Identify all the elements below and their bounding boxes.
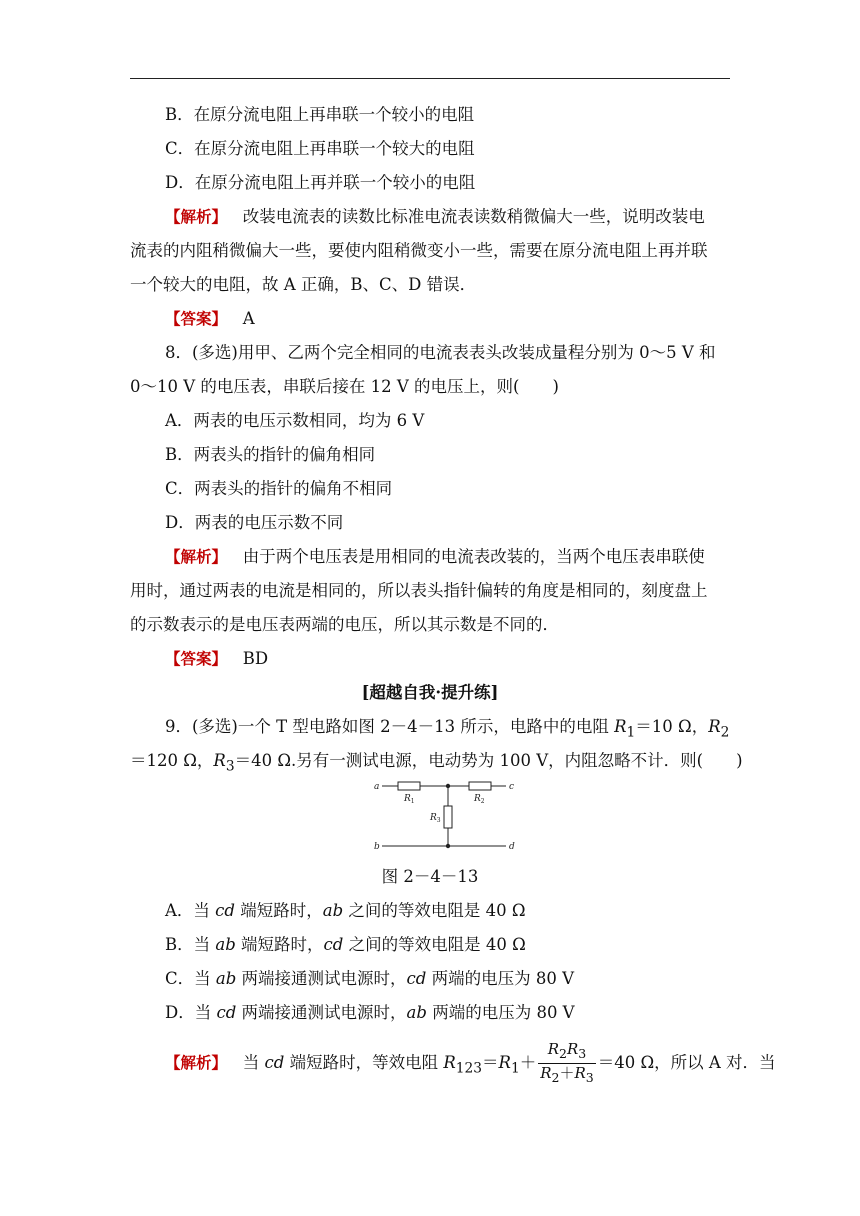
q8-option-a: A．两表的电压示数相同，均为 6 V bbox=[165, 411, 425, 430]
q9-stem-line-1: 9．(多选)一个 T 型电路如图 2－4－13 所示，电路中的电阻 $R_1=10$ Ω，$R_2$ bbox=[165, 717, 730, 741]
q7-option-b: B．在原分流电阻上再串联一个较小的电阻 bbox=[165, 105, 475, 124]
node-a-label: a bbox=[374, 782, 380, 792]
junction-bottom-dot bbox=[446, 844, 450, 848]
q9-option-b: B．当 ab 端短路时，cd 之间的等效电阻是 40 Ω bbox=[165, 935, 526, 954]
q7-analysis-line-1: 改装电流表的读数比标准电流表读数稍微偏大一些，说明改装电 bbox=[242, 207, 705, 226]
node-d-label: d bbox=[509, 842, 515, 852]
junction-top-dot bbox=[446, 784, 450, 788]
q9-option-a: A．当 cd 端短路时，ab 之间的等效电阻是 40 Ω bbox=[165, 901, 526, 920]
q8-analysis-line-2: 用时，通过两表的电流是相同的，所以表头指针偏转的角度是相同的，刻度盘上 bbox=[130, 581, 708, 600]
q7-analysis-line-2: 流表的内阻稍微偏大一些，要使内阻稍微变小一些，需要在原分流电阻上再并联 bbox=[130, 241, 708, 260]
answer-tag: 【答案】 bbox=[165, 310, 228, 328]
q8-option-d: D．两表的电压示数不同 bbox=[165, 513, 344, 532]
node-c-label: c bbox=[509, 782, 515, 792]
q9-option-c: C．当 ab 两端接通测试电源时，cd 两端的电压为 80 V bbox=[165, 969, 574, 988]
answer-tag: 【答案】 bbox=[165, 650, 228, 668]
q9-option-d: D．当 cd 两端接通测试电源时，ab 两端的电压为 80 V bbox=[165, 1003, 575, 1022]
q8-stem-line-1: 8．(多选)用甲、乙两个完全相同的电流表表头改装成量程分别为 0～5 V 和 bbox=[165, 343, 716, 362]
q8-analysis-line-3: 的示数表示的是电压表两端的电压，所以其示数是不同的． bbox=[130, 615, 559, 634]
q8-stem-line-2: 0～10 V 的电压表，串联后接在 12 V 的电压上，则( ) bbox=[130, 377, 559, 396]
t-circuit-diagram bbox=[370, 776, 520, 856]
node-b-label: b bbox=[374, 842, 380, 852]
q8-analysis-line-1: 由于两个电压表是用相同的电流表改装的，当两个电压表串联使 bbox=[242, 547, 705, 566]
header-rule bbox=[130, 78, 730, 79]
q7-option-d: D．在原分流电阻上再并联一个较小的电阻 bbox=[165, 173, 476, 192]
q9-analysis-line-1: 【解析】 当 cd 端短路时，等效电阻 $R_{123}=R_1+$ $\frac{R_2R_3}{R_2+R_3}$ ＝40 Ω，所以 A 对．当 bbox=[165, 1040, 776, 1085]
analysis-tag: 【解析】 bbox=[165, 548, 228, 566]
section-title: [超越自我·提升练] bbox=[361, 683, 499, 702]
fraction: $\frac{R_2R_3}{R_2+R_3}$ bbox=[540, 1040, 594, 1085]
q9-stem-line-2: ＝120 Ω，$R_3=40$ Ω.另有一测试电源，电动势为 100 V，内阻忽略不计．则( ) bbox=[130, 751, 743, 775]
r1-label: $R_1$ bbox=[404, 794, 415, 805]
q8-option-b: B．两表头的指针的偏角相同 bbox=[165, 445, 376, 464]
q8-answer: BD bbox=[242, 649, 269, 668]
q7-option-c: C．在原分流电阻上再串联一个较大的电阻 bbox=[165, 139, 475, 158]
r3-label: $R_3$ bbox=[430, 813, 441, 824]
q7-answer: A bbox=[242, 309, 255, 328]
q7-analysis-line-3: 一个较大的电阻，故 A 正确，B、C、D 错误． bbox=[130, 275, 477, 294]
r2-label: $R_2$ bbox=[474, 794, 485, 805]
figure-caption: 图 2－4－13 bbox=[381, 867, 479, 886]
analysis-tag: 【解析】 bbox=[165, 1054, 228, 1072]
analysis-tag: 【解析】 bbox=[165, 208, 228, 226]
q8-option-c: C．两表头的指针的偏角不相同 bbox=[165, 479, 393, 498]
